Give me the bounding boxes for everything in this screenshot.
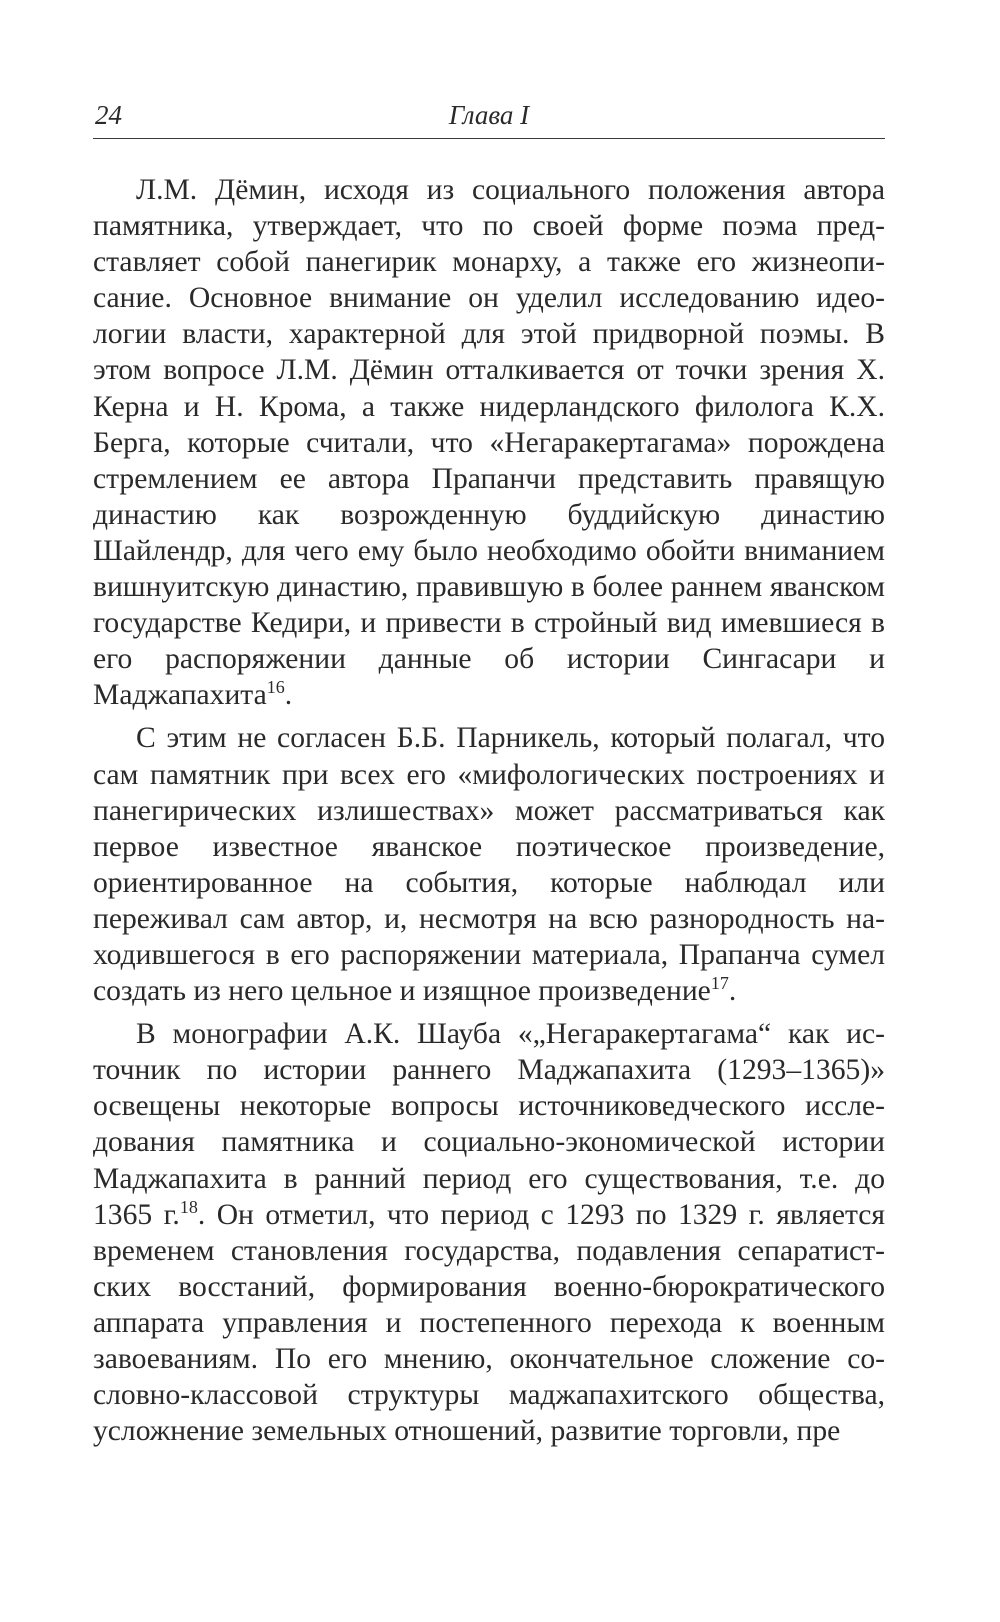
body-text	[93, 172, 885, 1456]
paragraph-text-tail: .	[728, 975, 737, 1008]
chapter-title: Глава I	[448, 100, 530, 130]
paragraph-text: В монографии А.К. Шауба «„Негаракертагама“ как источник по истории раннего Маджапахита (1293–1365)» освещены некоторые вопросы источниковедческого исследования памятника и социально-экономической истории Маджапахита в ранний период его существования, т.е. до 1365 г.	[93, 1018, 885, 1231]
paragraph-text-tail: .	[284, 679, 293, 712]
footnote-ref-18: 18	[179, 1196, 198, 1217]
running-header	[93, 98, 885, 139]
paragraph-shaub	[93, 1016, 885, 1449]
paragraph-text: С этим не согласен Б.Б. Парникель, который полагал, что сам памятник при всех его «мифологических построениях и панегирических излишествах» может рассматриваться как первое известное яванское поэтическое произведение, ориентированное на события, которые наблюдал или переживал сам автор, и, несмотря на всю разнородность находившегося в его распоряжении материала, Прапанча сумел создать из него цельное и изящное произведение	[93, 722, 885, 1008]
paragraph-text: Л.М. Дёмин, исходя из социального положения автора памятника, утверждает, что по своей форме поэма представляет собой панегирик монарху, а также его жизнеописание. Основное внимание он уделил исследованию идеологии власти, характерной для этой придворной поэмы. В этом вопросе Л.М. Дёмин отталкивается от точки зрения Х. Керна и Н. Крома, а также нидерландского филолога К.Х. Берга, которые считали, что «Негаракертагама» порождена стремлением ее автора Прапанчи представить правящую династию как возрожденную буддийскую династию Шайлендр, для чего ему было необходимо обойти вниманием вишнуитскую династию, правившую в более раннем яванском государстве Кедири, и привести в стройный вид имевшиеся в его распоряжении данные об истории Сингасари и Маджапахита	[93, 174, 885, 712]
footnote-ref-16: 16	[266, 677, 285, 698]
paragraph-parnikel	[93, 720, 885, 1009]
paragraph-demin	[93, 172, 885, 713]
paragraph-text-tail: . Он отметил, что период с 1293 по 1329 г. является временем становления государства, подавления сепаратистских восстаний, формирования военно-бюрократического аппарата управления и постепенного перехода к военным завоеваниям. По его мнению, окончательное сложение сословно-классовой структуры маджапахитского общества, усложнение земельных отношений, развитие торговли, пре	[93, 1198, 885, 1448]
footnote-ref-17: 17	[710, 973, 729, 994]
page-number: 24	[95, 100, 122, 130]
